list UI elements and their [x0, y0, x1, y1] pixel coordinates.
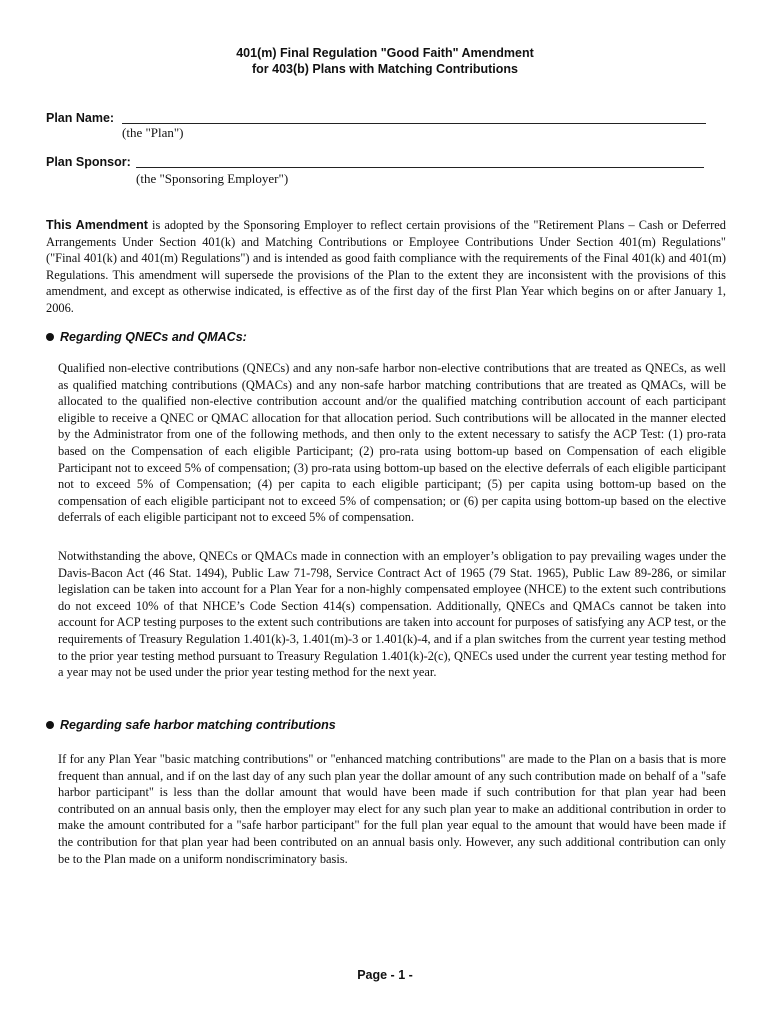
- plan-sponsor-field[interactable]: [136, 155, 704, 168]
- bullet-icon: [46, 721, 54, 729]
- bullet-icon: [46, 333, 54, 341]
- safe-harbor-paragraph: If for any Plan Year "basic matching contributions" or "enhanced matching contributions" are made to the Plan on a basis that is more frequent than annual, and if on the last day of any such plan year the dollar amount of any such contribution made on behalf of a "safe harbor participant" is less than the dollar amount that would have been made if such contribution for that plan year had been contributed on an annual basis only, then the employer may elect for any such plan year to make an additional contribution in order to make the amount contributed for a "safe harbor participant" for the full plan year equal to the amount that would have been made if the contribution for that plan year had been contributed on an annual basis only. However, any such additional contribution can only be to the Plan made on a uniform nondiscriminatory basis.: [58, 752, 726, 866]
- plan-note: (the "Plan"): [122, 125, 184, 140]
- plan-sponsor-label: Plan Sponsor:: [46, 155, 131, 169]
- intro-text: is adopted by the Sponsoring Employer to reflect certain provisions of the "Retirement Plans – Cash or Deferred Arrangements Under Section 401(k) and Matching Contributions or Employee Contributions Under Section 401(m) Regulations" ("Final 401(k) and 401(m) Regulations") and is intended as good faith compliance with the requirements of the Final 401(k) and 401(m) Regulations. This amendment will supersede the provisions of the Plan to the extent they are inconsistent with the provisions of this amendment, and except as otherwise indicated, is effective as of the first day of the first Plan Year which begins on or after January 1, 2006.: [46, 218, 727, 315]
- qnecs-paragraph-1: Qualified non-elective contributions (QNECs) and any non-safe harbor non-elective contributions that are treated as QNECs, as well as qualified matching contributions (QMACs) and any non-safe harbor matching contributions that are treated as QMACs, will be allocated to the qualified non-elective contribution account and/or the qualified matching contribution account of each participant eligible to receive a QNEC or QMAC allocation for that allocation period. Such contributions will be allocated in the manner elected by the Administrator from one of the following methods, and then only to the extent necessary to satisfy the ACP Test: (1) pro-rata based on the Compensation of each eligible Participant; (2) pro-rata using bottom-up based on Compensation of each eligible Participant not to exceed 5% of compensation; (3) pro-rata using bottom-up based on the elective deferrals of each eligible participant not to exceed 5% of Compensation; (4) per capita to each eligible participant; (5) per capita using bottom-up based on the compensation of each eligible participant not to exceed 5% of compensation; or (6) per capita using bottom-up based on the elective deferrals of each eligible participant not to exceed 5% of compensation.: [58, 361, 726, 525]
- plan-name-label: Plan Name:: [46, 111, 115, 125]
- sponsor-note: (the "Sponsoring Employer"): [136, 171, 289, 186]
- section-heading-qnecs-text: Regarding QNECs and QMACs:: [60, 330, 247, 344]
- qnecs-paragraph-2: Notwithstanding the above, QNECs or QMACs made in connection with an employer’s obligation to pay prevailing wages under the Davis-Bacon Act (46 Stat. 1494), Public Law 71-798, Service Contract Act of 1965 (79 Stat. 1965), Public Law 89-286, or similar legislation can be taken into account for a Plan Year for a non-highly compensated employee (NHCE) to the extent such contributions do not exceed 10% of that NHCE’s Code Section 414(s) compensation. Additionally, QNECs and QMACs cannot be taken into account for ACP testing purposes to the extent such contributions are taken into account for purposes of satisfying any ACP test, or the requirements of Treasury Regulation 1.401(k)-3, 1.401(m)-3 or 1.401(k)-4, and if a plan switches from the current year testing method to the prior year testing method pursuant to Treasury Regulation 1.401(k)-2(c), QNECs used under the current year testing method for a year may not be used under the prior year testing method for the next year.: [58, 549, 726, 680]
- page-number: Page - 1 -: [357, 968, 413, 982]
- intro-lead: This Amendment: [46, 218, 148, 232]
- section-heading-safe-harbor-text: Regarding safe harbor matching contributions: [60, 718, 336, 732]
- section-heading-safe-harbor: [46, 718, 336, 732]
- document-title-line-1: 401(m) Final Regulation "Good Faith" Amendment: [236, 46, 534, 60]
- document-title-line-2: for 403(b) Plans with Matching Contributions: [252, 62, 518, 76]
- intro-paragraph: [46, 217, 726, 317]
- section-heading-qnecs: [46, 330, 247, 344]
- plan-name-field[interactable]: [122, 111, 706, 124]
